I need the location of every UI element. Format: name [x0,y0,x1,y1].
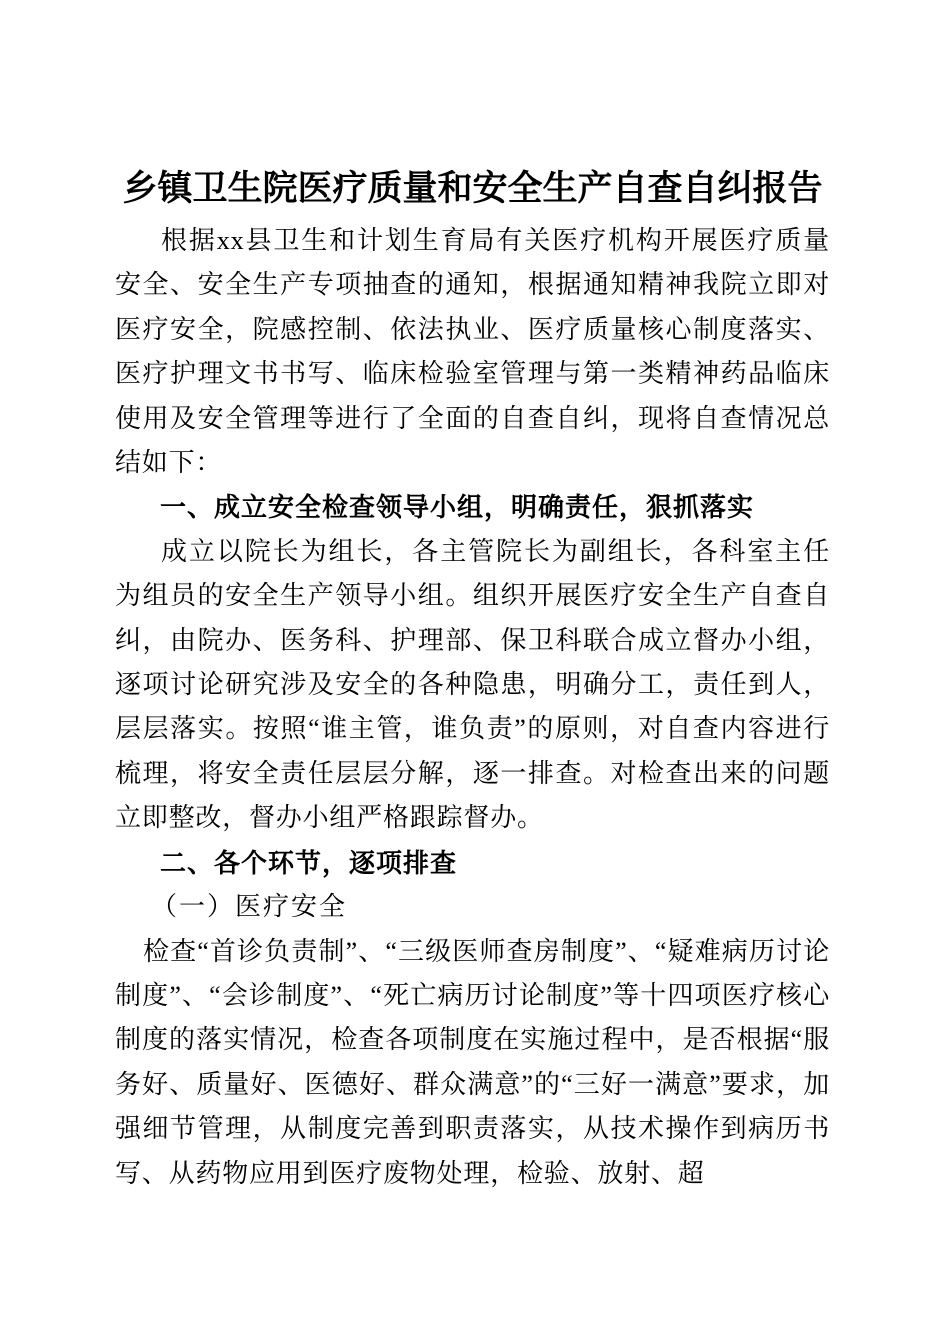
document-title: 乡镇卫生院医疗质量和安全生产自查自纠报告 [122,169,823,208]
subsection-1-paragraph: 检查“首诊负责制”、“三级医师查房制度”、“疑难病历讨论制度”、“会诊制度”、“死亡病历讨论制度”等十四项医疗核心制度的落实情况，检查各项制度在实施过程中，是否根据“服务好、质量好、医德好、群众满意”的“三好一满意”要求，加强细节管理，从制度完善到职责落实，从技术操作到病历书写、从药物应用到医疗废物处理，检验、放射、超 [115,936,830,1188]
section-2-heading: 二、各个环节，逐项排查 [160,847,458,878]
paragraph-intro: 根据xx县卫生和计划生育局有关医疗机构开展医疗质量安全、安全生产专项抽查的通知，根据通知精神我院立即对医疗安全，院感控制、依法执业、医疗质量核心制度落实、医疗护理文书书写、临床检验室管理与第一类精神药品临床使用及安全管理等进行了全面的自查自纠，现将自查情况总结如下： [115,226,830,478]
section-1-paragraph: 成立以院长为组长，各主管院长为副组长，各科室主任为组员的安全生产领导小组。组织开展医疗安全生产自查自纠，由院办、医务科、护理部、保卫科联合成立督办小组，逐项讨论研究涉及安全的各种隐患，明确分工，责任到人，层层落实。按照“谁主管，谁负责”的原则，对自查内容进行梳理，将安全责任层层分解，逐一排查。对检查出来的问题立即整改，督办小组严格跟踪督办。 [115,536,830,833]
subsection-1-heading: （一）医疗安全 [151,892,348,922]
section-1-heading: 一、成立安全检查领导小组，明确责任，狠抓落实 [160,492,755,523]
